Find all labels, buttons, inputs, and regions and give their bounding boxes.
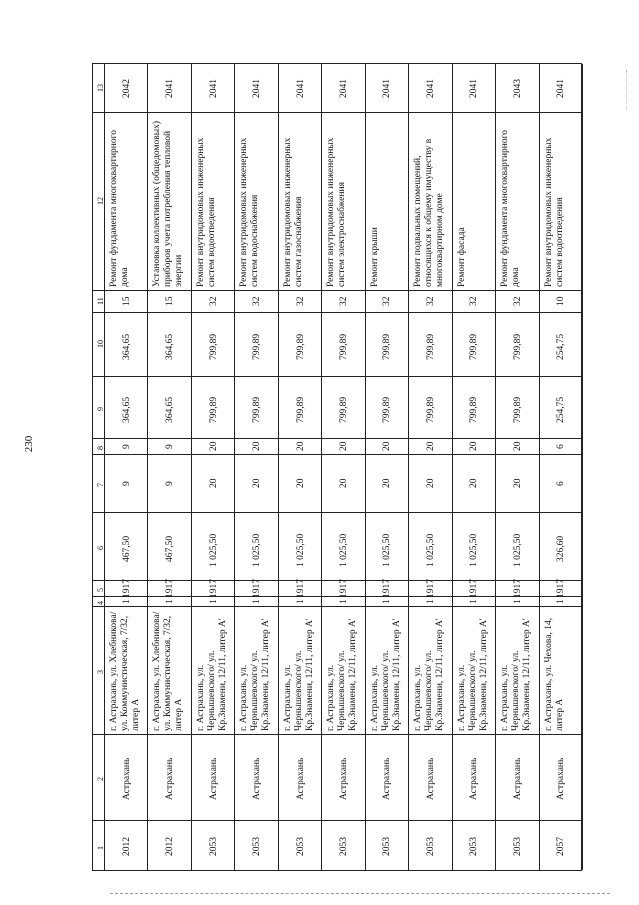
page-number: 230	[23, 435, 35, 453]
cell-c13: 2042	[121, 79, 132, 99]
cell-c9: 799,89	[339, 396, 349, 423]
cell-c12: Ремонт фасада	[456, 227, 467, 287]
cell-c1: 2012	[121, 837, 132, 857]
cell-c6: 1 025,50	[339, 533, 349, 567]
cell-c10: 799,89	[339, 333, 349, 360]
cell-c6: 1 025,50	[382, 533, 393, 567]
cell-c5: 1917	[339, 579, 349, 599]
header-cell: 6	[96, 546, 105, 550]
header-cell: 8	[96, 446, 105, 450]
cell-c9: 799,89	[469, 396, 480, 423]
cell-c10: 364,65	[121, 333, 132, 360]
cell-c12: Ремонт фундамента многоквартирного дома	[109, 129, 130, 287]
cell-c9: 799,89	[295, 396, 306, 423]
header-cell: 3	[96, 670, 105, 674]
cell-c10: 799,89	[252, 333, 263, 360]
cell-c2: Астрахань	[425, 758, 436, 801]
cell-c8: 9	[121, 443, 132, 449]
cell-c2: Астрахань	[512, 758, 523, 801]
cell-c7: 9	[165, 480, 176, 486]
header-cell: 4	[96, 601, 105, 605]
cell-c9: 799,89	[382, 396, 393, 423]
cell-c9: 799,89	[512, 396, 523, 423]
cell-c5: 1917	[556, 579, 567, 599]
cell-c6: 326,60	[556, 535, 567, 562]
cell-c7: 20	[339, 478, 349, 489]
cell-c2: Астрахань	[382, 758, 393, 801]
cell-c7: 6	[556, 480, 567, 486]
cell-c11: 15	[165, 296, 176, 307]
cell-c8: 20	[339, 441, 349, 452]
cell-c7: 20	[425, 478, 436, 489]
cell-c5: 1917	[208, 579, 219, 599]
header-cell: 5	[96, 588, 105, 592]
cell-c4: 1	[165, 598, 176, 604]
cell-c1: 2053	[295, 837, 306, 857]
cell-c11: 32	[208, 296, 219, 307]
cell-c6: 1 025,50	[512, 533, 523, 567]
cell-c4: 1	[469, 598, 480, 604]
cell-c13: 2041	[556, 79, 567, 99]
cell-c4: 1	[252, 598, 263, 604]
cell-c4: 1	[382, 598, 393, 604]
header-cell: 9	[96, 407, 105, 411]
cell-c8: 20	[425, 441, 436, 452]
cell-c4: 1	[339, 598, 349, 604]
cell-c12: Установка коллективных (общедомовых) приборов учета потребления тепловой энергии	[152, 120, 185, 287]
cell-c7: 20	[208, 478, 219, 489]
cell-c13: 2041	[208, 79, 219, 99]
cell-c8: 20	[295, 441, 306, 452]
cell-c4: 1	[425, 598, 436, 604]
cell-c4: 1	[208, 598, 219, 604]
cell-c6: 467,50	[121, 535, 132, 562]
cell-c9: 799,89	[425, 396, 436, 423]
cell-c7: 20	[295, 478, 306, 489]
cell-c11: 10	[556, 296, 567, 307]
cell-c13: 2041	[425, 79, 436, 99]
cell-c2: Астрахань	[165, 758, 176, 801]
cell-c1: 2053	[382, 837, 393, 857]
cell-c11: 32	[339, 296, 349, 307]
bottom-rule	[110, 893, 610, 894]
cell-c6: 1 025,50	[295, 533, 306, 567]
header-cell: 1	[96, 846, 105, 850]
cell-c3: г. Астрахань, ул. Чернышевского/ ул. Кр.Знамени, 12/11, литер А'	[239, 618, 272, 731]
cell-c1: 2053	[339, 837, 349, 857]
cell-c7: 20	[382, 478, 393, 489]
cell-c11: 32	[512, 296, 523, 307]
cell-c1: 2053	[512, 837, 523, 857]
cell-c12: Ремонт фундамента многоквартирного дома	[500, 129, 522, 287]
cell-c9: 364,65	[165, 396, 176, 423]
cell-c1: 2053	[469, 837, 480, 857]
cell-c3: г. Астрахань, ул. Чернышевского/ ул. Кр.Знамени, 12/11, литер А'	[195, 618, 228, 731]
cell-c2: Астрахань	[121, 758, 132, 801]
cell-c2: Астрахань	[556, 758, 567, 801]
cell-c10: 799,89	[382, 333, 393, 360]
cell-c3: г. Астрахань, ул. Чернышевского/ ул. Кр.Знамени, 12/11, литер А'	[326, 618, 359, 731]
cell-c10: 799,89	[425, 333, 436, 360]
cell-c12: Ремонт внутридомовых инженерных систем электроснабжения	[326, 137, 348, 287]
cell-c8: 20	[252, 441, 263, 452]
cell-c7: 20	[469, 478, 480, 489]
cell-c4: 1	[556, 598, 567, 604]
cell-c6: 1 025,50	[469, 533, 480, 567]
repair-schedule-table	[92, 63, 582, 871]
cell-c12: Ремонт крыши	[369, 227, 380, 287]
cell-c1: 2012	[165, 837, 176, 857]
header-cell: 11	[96, 297, 105, 305]
cell-c7: 20	[252, 478, 263, 489]
cell-c3: г. Астрахань, ул. Чернышевского/ ул. Кр.Знамени, 12/11, литер А'	[282, 618, 315, 731]
cell-c13: 2041	[382, 79, 393, 99]
cell-c3: г. Астрахань, ул. Хлебникова/ ул. Коммунистическая, 7/32, литер А	[152, 611, 185, 731]
cell-c8: 6	[556, 443, 567, 449]
cell-c10: 799,89	[295, 333, 306, 360]
cell-c4: 1	[121, 598, 132, 604]
cell-c8: 20	[469, 441, 480, 452]
cell-c6: 467,50	[165, 535, 176, 562]
cell-c11: 32	[295, 296, 306, 307]
header-cell: 2	[96, 777, 105, 781]
cell-c10: 799,89	[208, 333, 219, 360]
cell-c5: 1917	[165, 579, 176, 599]
cell-c13: 2043	[512, 79, 523, 99]
cell-c5: 1917	[295, 579, 306, 599]
cell-c10: 799,89	[512, 333, 523, 360]
header-cell: 7	[96, 483, 105, 487]
cell-c5: 1917	[512, 579, 523, 599]
cell-c9: 254,75	[556, 396, 567, 423]
cell-c11: 32	[425, 296, 436, 307]
cell-c1: 2053	[425, 837, 436, 857]
cell-c7: 9	[121, 480, 132, 486]
header-cell: 12	[96, 197, 105, 205]
cell-c3: г. Астрахань, ул. Чернышевского/ ул. Кр.Знамени, 12/11, литер А'	[369, 618, 402, 731]
cell-c3: г. Астрахань, ул. Чехова, 14, литер А	[543, 617, 565, 731]
cell-c12: Ремонт внутридомовых инженерных систем водоотведения	[543, 137, 565, 287]
cell-c1: 2053	[252, 837, 263, 857]
cell-c11: 32	[382, 296, 393, 307]
cell-c9: 799,89	[208, 396, 219, 423]
cell-c8: 20	[382, 441, 393, 452]
cell-c4: 1	[512, 598, 523, 604]
cell-c2: Астрахань	[469, 758, 480, 801]
cell-c6: 1 025,50	[252, 533, 263, 567]
cell-c12: Ремонт подвальных помещений, относящихся к общему имуществу в многоквартирном доме	[413, 138, 446, 287]
cell-c13: 2041	[252, 79, 263, 99]
cell-c10: 364,65	[165, 333, 176, 360]
cell-c5: 1917	[121, 579, 132, 599]
cell-c9: 364,65	[121, 396, 132, 423]
cell-c2: Астрахань	[252, 758, 263, 801]
margin-marks	[620, 70, 627, 110]
cell-c7: 20	[512, 478, 523, 489]
cell-c12: Ремонт внутридомовых инженерных систем водоснабжения	[239, 137, 261, 287]
cell-c3: г. Астрахань, ул. Чернышевского/ ул. Кр.Знамени, 12/11, литер А'	[500, 618, 533, 731]
cell-c8: 9	[165, 443, 176, 449]
cell-c9: 799,89	[252, 396, 263, 423]
header-cell: 13	[96, 84, 105, 92]
cell-c2: Астрахань	[208, 758, 219, 801]
cell-c12: Ремонт внутридомовых инженерных систем водоотведения	[195, 137, 217, 287]
cell-c13: 2041	[165, 79, 176, 99]
cell-c3: г. Астрахань, ул. Хлебникова/ ул. Коммунистическая, 7/32, литер А	[109, 611, 141, 731]
cell-c6: 1 025,50	[425, 533, 436, 567]
cell-c3: г. Астрахань, ул. Чернышевского/ ул. Кр.Знамени, 12/11, литер А'	[456, 618, 489, 731]
cell-c8: 20	[208, 441, 219, 452]
cell-c5: 1917	[382, 579, 393, 599]
cell-c2: Астрахань	[295, 758, 306, 801]
cell-c13: 2041	[339, 79, 349, 99]
cell-c6: 1 025,50	[208, 533, 219, 567]
cell-c1: 2053	[208, 837, 219, 857]
cell-c2: Астрахань	[339, 758, 349, 801]
cell-c5: 1917	[252, 579, 263, 599]
cell-c12: Ремонт внутридомовых инженерных систем газоснабжения	[282, 137, 304, 287]
cell-c5: 1917	[469, 579, 480, 599]
cell-c8: 20	[512, 441, 523, 452]
cell-c5: 1917	[425, 579, 436, 599]
cell-c11: 32	[252, 296, 263, 307]
cell-c11: 32	[469, 296, 480, 307]
header-cell: 10	[96, 340, 105, 348]
cell-c1: 2057	[556, 837, 567, 857]
header-row	[93, 64, 105, 870]
cell-c10: 799,89	[469, 333, 480, 360]
cell-c13: 2041	[469, 79, 480, 99]
cell-c4: 1	[295, 598, 306, 604]
cell-c11: 15	[121, 296, 132, 307]
cell-c10: 254,75	[556, 333, 567, 360]
cell-c13: 2041	[295, 79, 306, 99]
cell-c3: г. Астрахань, ул. Чернышевского/ ул. Кр.Знамени, 12/11, литер А'	[413, 618, 446, 731]
